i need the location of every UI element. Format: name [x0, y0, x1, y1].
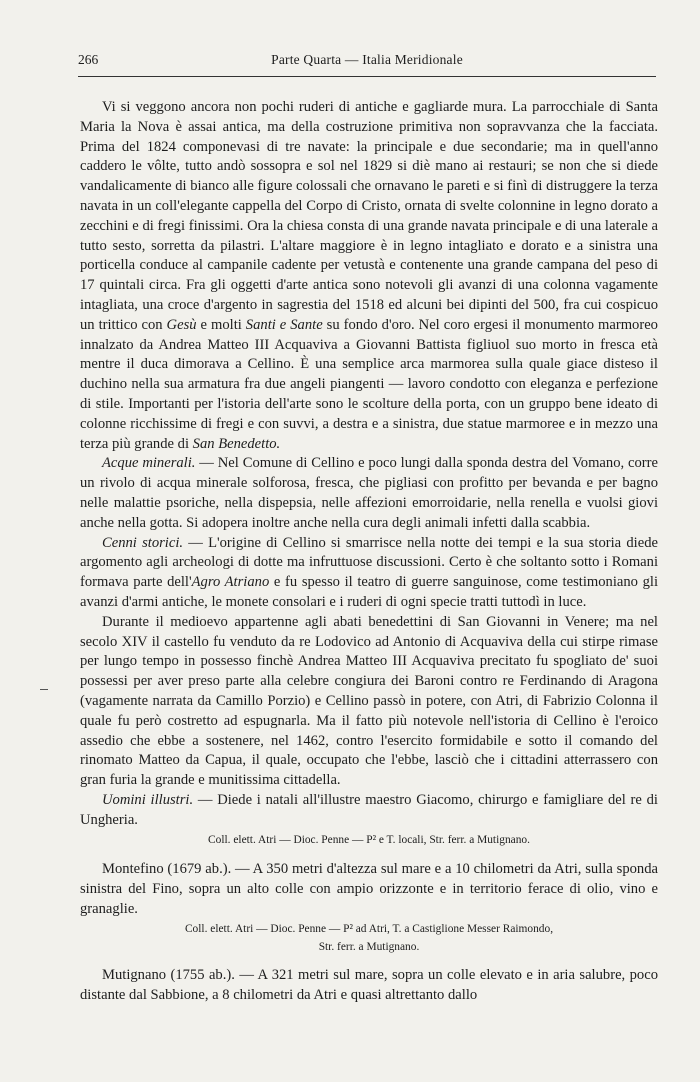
- section-heading: Acque minerali.: [102, 455, 196, 472]
- running-title: Parte Quarta — Italia Meridionale: [271, 52, 463, 67]
- page-number: 266: [78, 52, 99, 67]
- header-rule: [78, 76, 656, 77]
- page-body: [80, 98, 658, 1006]
- admin-note-cellino: Coll. elett. Atri — Dioc. Penne — P² e T. locali, Str. ferr. a Mutignano.: [208, 834, 530, 847]
- page-header: [78, 50, 656, 72]
- paragraph-illustrious-men: Uomini illustri. — Diede i natali all'illustre maestro Giacomo, chirurgo e famigliare del re di Ungheria.: [80, 791, 658, 828]
- entry-montefino: Montefino (1679 ab.). — A 350 metri d'altezza sul mare e a 10 chilometri da Atri, sulla sponda sinistra del Fino, sopra un alto colle con ampio orizzonte e in territorio ferace di olio, vino e granaglie.: [80, 860, 658, 917]
- entry-mutignano: Mutignano (1755 ab.). — A 321 metri sul mare, sopra un colle elevato e in aria salubre, poco distante dal Sabbione, a 8 chilometri da Atri e quasi altrettanto dallo: [80, 967, 658, 1004]
- margin-mark: [40, 689, 48, 690]
- paragraph-history: Cenni storici. — L'origine di Cellino si smarrisce nella notte dei tempi e la sua storia diede argomento agli archeologi di dotte ma infruttuose discussioni. Certo è che soltanto sotto i Romani formava parte dell'Agro Atriano e fu spesso il teatro di guerre sanguinose, come testimoniano gli avanzi d'armi antiche, le monete consolari e i ruderi di ogni specie tratti tuttodì in luce.: [80, 534, 659, 610]
- paragraph-middle-ages: Durante il medioevo appartenne agli abati benedettini di San Giovanni in Venere; ma nel secolo XIV il castello fu venduto da re Lodovico ad Antonio di Acquaviva della cui stirpe rimase per lungo tempo in possesso finchè Andrea Matteo III Acquaviva precitato fu spogliato de' suoi possessi per aver preso parte alla celebre congiura dei Baroni contro re Ferdinando di Aragona (vagamente narrata da Camillo Porzio) e Cellino passò in potere, con Atri, di Fabrizio Colonna il quale fu però costretto ad espugnarla. Ma il fatto più notevole nell'istoria di Cellino è l'eroico assedio che ebbe a sostenere, nel 1462, contro l'esercito formidabile e sotto il comando del rinomato Matteo da Capua, il quale, occupato che l'ebbe, lasciò che i cittadini atterrassero con gran furia la grande e munitissima cittadella.: [80, 613, 658, 789]
- section-heading: Uomini illustri.: [102, 791, 194, 808]
- admin-note-montefino: Coll. elett. Atri — Dioc. Penne — P² ad Atri, T. a Castiglione Messer Raimondo, Str. ferr. a Mutignano.: [184, 923, 554, 953]
- paragraph-church: Vi si veggono ancora non pochi ruderi di antiche e gagliarde mura. La parrocchiale di Santa Maria la Nova è assai antica, ma della costruzione primitiva non sopravvanza che la facciata. Prima del 1824 componevasi di tre navate: la principale e due secondarie; ma in quell'anno caddero le vôlte, tutto andò sossopra e sol nel 1829 si diè mano ai restauri; se non che si diede vandalicamente di bianco alle figure colossali che ornavano le pareti e si finì di distruggere la terza navata in un coll'elegante cappella del Corpo di Cristo, ornata di svelte colonnine in legno dorato a zecchini e di fregi finissimi. Ora la chiesa consta di una grande navata principale e di una laterale a tutto sesto, sorretta da pilastri. L'altare maggiore è in legno intagliato e dorato e a sinistra una porticella conduce al campanile cadente per vetustà e contenente una grande campana del peso di 17 quintali circa. Fra gli oggetti d'arte antica sono notevoli gli avanzi di una colonna vagamente intagliata, una croce d'argento in sagrestia del 1518 ed alcuni bei dipinti del 500, fra cui cospicuo un trittico con Gesù e molti Santi e Sante su fondo d'oro. Nel coro ergesi il monumento marmoreo innalzato da Andrea Matteo III Acquaviva a Giovanni Battista figliuol suo morto in fresca età mentre il duca dimorava a Cellino. È una semplice arca marmorea sulla quale giace disteso il duchino nella sua armatura fra due angeli piangenti — lavoro condotto con eleganza e perfezione di stile. Importanti per l'istoria dell'arte sono le scolture della porta, con un gruppo bene ideato di colonne ricchissime di fregi e con suvvi, a destra e a sinistra, due statue marmoree e in mezzo una terza più grande di San Benedetto.: [80, 99, 658, 452]
- section-heading: Cenni storici.: [102, 534, 184, 551]
- paragraph-mineral-waters: Acque minerali. — Nel Comune di Cellino e poco lungi dalla sponda destra del Vomano, corre un rivolo di acqua minerale solforosa, fresca, che pigliasi con profitto per bevanda e per bagno nelle malattie psoriche, nella dispepsia, nelle affezioni emorroidarie, nella renella e vuolsi giovi anche nella gotta. Si adopera inoltre anche nella cura degli animali infetti dalla scabbia.: [80, 455, 658, 531]
